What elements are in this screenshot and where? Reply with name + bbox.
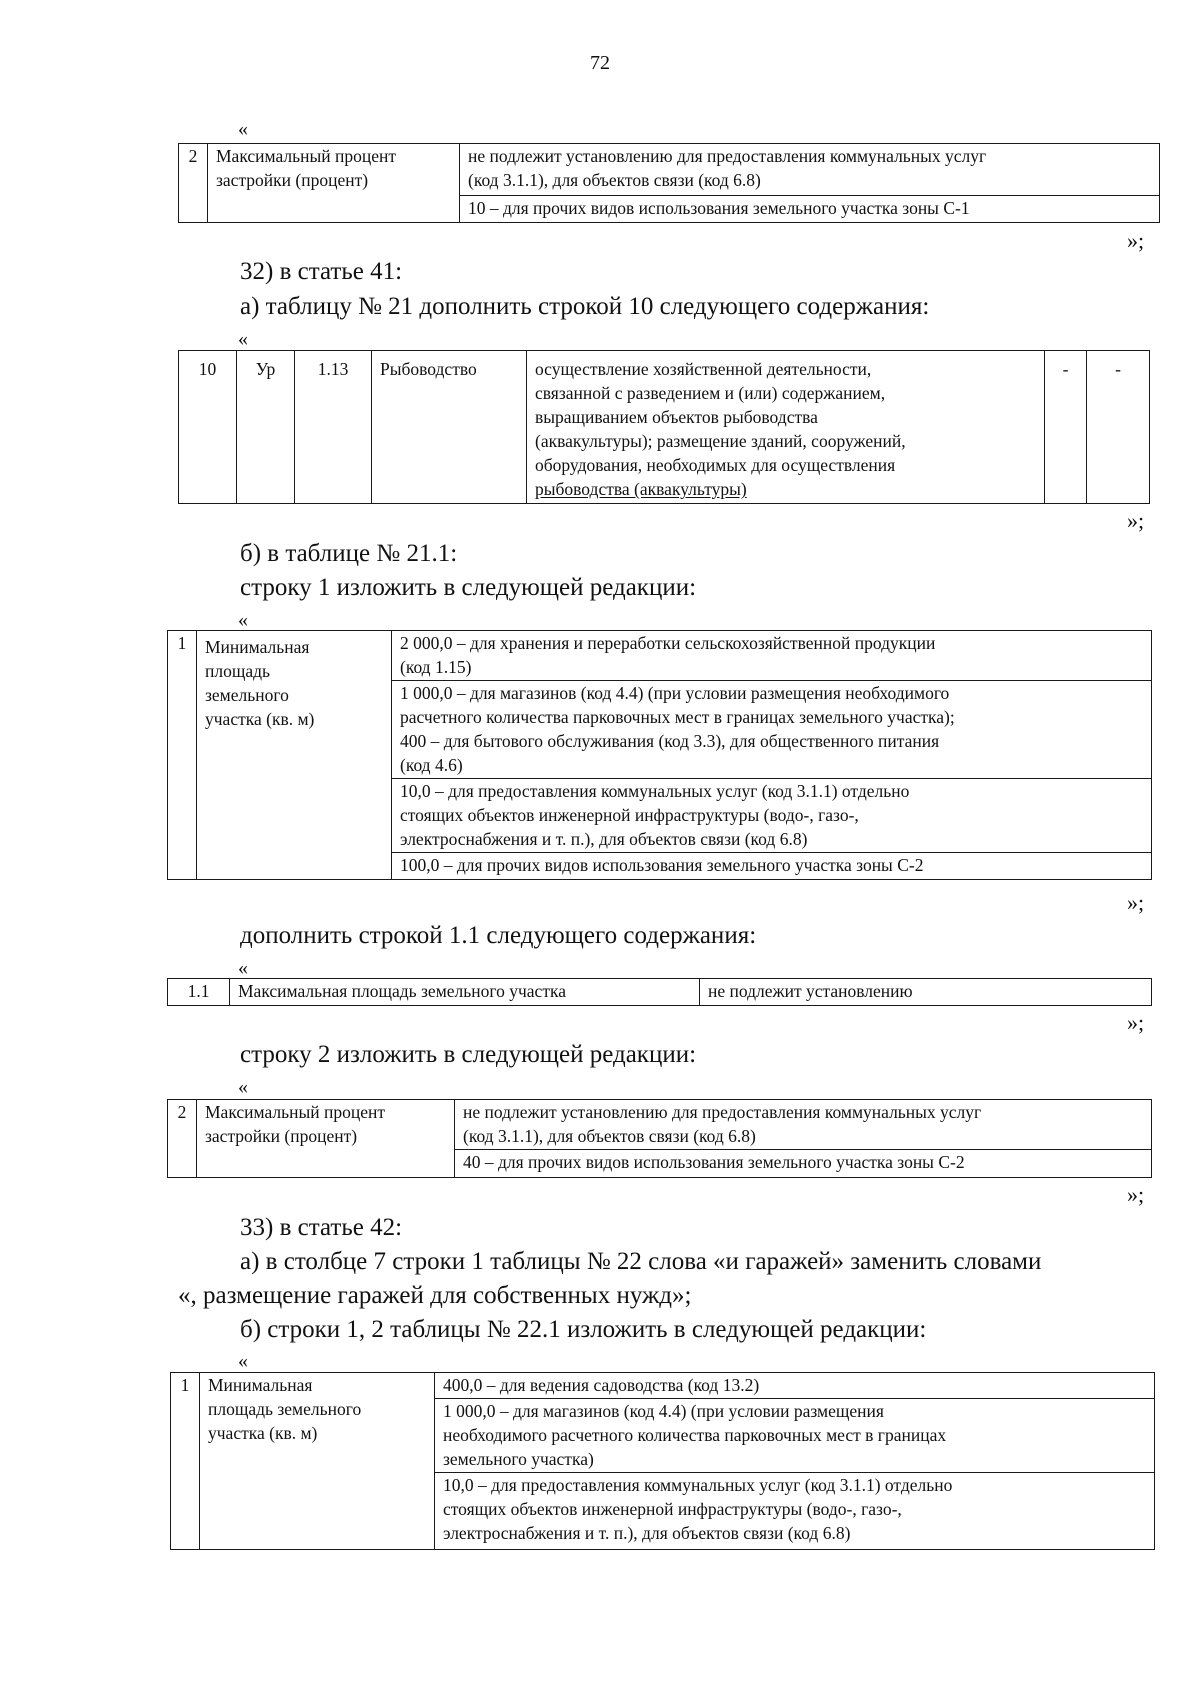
row-number: 10 bbox=[179, 351, 237, 503]
value-line: стоящих объектов инженерной инфраструктуры (водо-, газо-, bbox=[400, 805, 859, 825]
param-line: Минимальная bbox=[208, 1375, 313, 1395]
art41-item-b-row1: строку 1 изложить в следующей редакции: bbox=[240, 574, 697, 601]
param-line: участка (кв. м) bbox=[208, 1423, 318, 1443]
value-cell bbox=[435, 1473, 1154, 1549]
code-cell: 1.13 bbox=[295, 351, 372, 503]
close-quote: »; bbox=[1127, 228, 1145, 253]
description-line: рыбоводства (аквакультуры) bbox=[535, 479, 747, 499]
row-number: 1 bbox=[168, 631, 197, 879]
param-cell bbox=[197, 631, 392, 879]
row-number: 1 bbox=[171, 1373, 200, 1549]
value-line: не подлежит установлению для предоставления коммунальных услуг bbox=[468, 146, 987, 166]
value-line: 2 000,0 – для хранения и переработки сельскохозяйственной продукции bbox=[400, 633, 936, 653]
dash-cell: - bbox=[1115, 359, 1121, 379]
art42-heading: 33) в статье 42: bbox=[240, 1214, 403, 1241]
param-line: застройки (процент) bbox=[205, 1126, 358, 1146]
value-line: (код 4.6) bbox=[400, 755, 463, 775]
param-line: площадь bbox=[205, 661, 270, 681]
dash-cell: - bbox=[1045, 351, 1087, 503]
open-quote: « bbox=[238, 957, 248, 979]
row-number: 2 bbox=[179, 144, 208, 222]
value-cell: 40 – для прочих видов использования земельного участка зоны С-2 bbox=[463, 1152, 965, 1172]
value-line: электроснабжения и т. п.), для объектов связи (код 6.8) bbox=[400, 829, 808, 849]
value-line: (код 3.1.1), для объектов связи (код 6.8) bbox=[463, 1126, 756, 1146]
open-quote: « bbox=[238, 118, 248, 140]
value-cell: 100,0 – для прочих видов использования земельного участка зоны С-2 bbox=[400, 855, 924, 875]
art42-item-a-line2: «, размещение гаражей для собственных нужд»; bbox=[178, 1282, 692, 1309]
close-quote: »; bbox=[1127, 508, 1145, 533]
zone-cell: Ур bbox=[237, 351, 295, 503]
value-line: (код 3.1.1), для объектов связи (код 6.8) bbox=[468, 170, 761, 190]
open-quote: « bbox=[238, 1076, 248, 1098]
close-quote: »; bbox=[1127, 890, 1145, 915]
value-line: стоящих объектов инженерной инфраструктуры (водо-, газо-, bbox=[443, 1499, 902, 1519]
param-cell bbox=[208, 144, 460, 222]
value-line: необходимого расчетного количества парковочных мест в границах bbox=[443, 1425, 947, 1445]
table21-1-row2 bbox=[167, 1099, 1152, 1178]
table21-row10 bbox=[178, 350, 1150, 504]
value-line: 1 000,0 – для магазинов (код 4.4) (при условии размещения bbox=[443, 1401, 884, 1421]
close-quote: »; bbox=[1127, 1182, 1145, 1207]
description-cell bbox=[527, 351, 1045, 503]
value-line: земельного участка) bbox=[443, 1449, 594, 1469]
value-cell bbox=[455, 1100, 1151, 1150]
art41-add-row11: дополнить строкой 1.1 следующего содержания: bbox=[240, 922, 757, 949]
value-line: 10,0 – для предоставления коммунальных услуг (код 3.1.1) отдельно bbox=[400, 781, 910, 801]
table-c1-row2 bbox=[178, 143, 1160, 223]
art41-item-a: а) таблицу № 21 дополнить строкой 10 следующего содержания: bbox=[240, 293, 930, 320]
name-cell: Рыбоводство bbox=[372, 351, 527, 503]
row-number: 1.1 bbox=[168, 979, 230, 1005]
param-line: застройки (процент) bbox=[216, 170, 369, 190]
art41-item-b: б) в таблице № 21.1: bbox=[240, 540, 458, 567]
value-line: 10,0 – для предоставления коммунальных услуг (код 3.1.1) отдельно bbox=[443, 1475, 953, 1495]
art41-heading: 32) в статье 41: bbox=[240, 258, 403, 285]
value-line: электроснабжения и т. п.), для объектов связи (код 6.8) bbox=[443, 1523, 851, 1543]
value-cell: 10 – для прочих видов использования земельного участка зоны С-1 bbox=[468, 198, 970, 218]
description-line: связанной с разведением и (или) содержанием, bbox=[535, 383, 886, 403]
param-line: площадь земельного bbox=[208, 1399, 362, 1419]
value-line: расчетного количества парковочных мест в границах земельного участка); bbox=[400, 707, 955, 727]
value-cell bbox=[460, 144, 1159, 196]
open-quote: « bbox=[238, 1350, 248, 1372]
value-line: не подлежит установлению для предоставления коммунальных услуг bbox=[463, 1102, 982, 1122]
art42-item-a-line1: а) в столбце 7 строки 1 таблицы № 22 слова «и гаражей» заменить словами bbox=[240, 1248, 1042, 1275]
table22-1-row1 bbox=[170, 1372, 1155, 1550]
value-cell bbox=[435, 1399, 1154, 1473]
table21-1-row1 bbox=[167, 630, 1152, 880]
close-quote: »; bbox=[1127, 1010, 1145, 1035]
page-number: 72 bbox=[590, 52, 610, 74]
art41-item-row2: строку 2 изложить в следующей редакции: bbox=[240, 1041, 697, 1068]
value-line: (код 1.15) bbox=[400, 657, 472, 677]
param-cell bbox=[200, 1373, 435, 1549]
param-cell: Максимальная площадь земельного участка bbox=[230, 979, 700, 1005]
value-cell bbox=[392, 631, 1151, 681]
value-line: 1 000,0 – для магазинов (код 4.4) (при условии размещения необходимого bbox=[400, 683, 950, 703]
param-line: Минимальная bbox=[205, 637, 310, 657]
open-quote: « bbox=[238, 328, 248, 350]
param-line: Максимальный процент bbox=[205, 1102, 385, 1122]
description-line: (аквакультуры); размещение зданий, сооружений, bbox=[535, 431, 906, 451]
table21-1-row1-1 bbox=[167, 978, 1152, 1006]
value-cell bbox=[392, 779, 1151, 853]
param-line: участка (кв. м) bbox=[205, 709, 315, 729]
row-number: 2 bbox=[168, 1100, 197, 1177]
param-line: земельного bbox=[205, 685, 289, 705]
description-line: оборудования, необходимых для осуществления bbox=[535, 455, 896, 475]
value-line: 400 – для бытового обслуживания (код 3.3), для общественного питания bbox=[400, 731, 940, 751]
value-cell bbox=[392, 681, 1151, 779]
value-cell: 400,0 – для ведения садоводства (код 13.2) bbox=[435, 1373, 1154, 1399]
param-line: Максимальный процент bbox=[216, 146, 396, 166]
value-cell: не подлежит установлению bbox=[708, 981, 913, 1001]
art42-item-b: б) строки 1, 2 таблицы № 22.1 изложить в следующей редакции: bbox=[240, 1316, 927, 1343]
param-cell bbox=[197, 1100, 455, 1177]
open-quote: « bbox=[238, 609, 248, 631]
description-line: осуществление хозяйственной деятельности, bbox=[535, 359, 872, 379]
description-line: выращиванием объектов рыбоводства bbox=[535, 407, 818, 427]
